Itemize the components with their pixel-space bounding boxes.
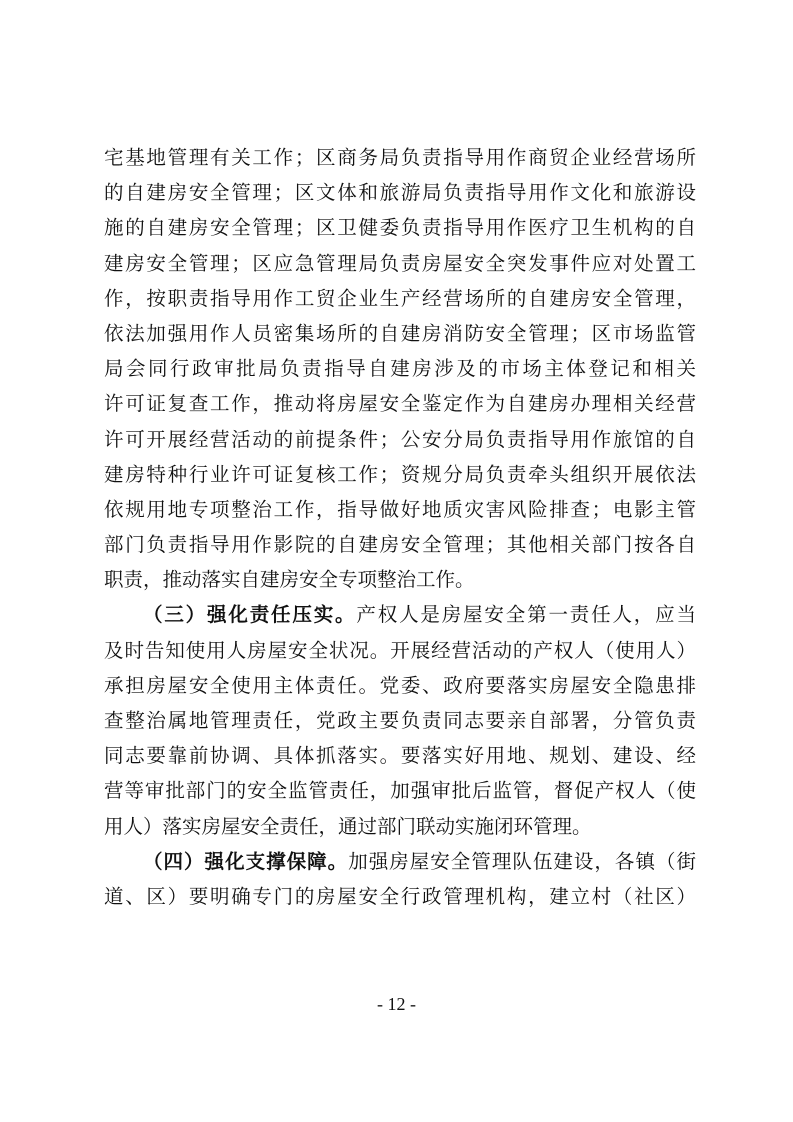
text-line: 建房特种行业许可证复核工作；资规分局负责牵头组织开展依法: [104, 462, 696, 486]
text-line: 部门负责指导用作影院的自建房安全管理；其他相关部门按各自: [104, 533, 696, 557]
section-4-first-line: [104, 844, 696, 879]
section-3-text: 产权人是房屋安全第一责任人，应当: [356, 603, 696, 627]
section-4-text: 加强房屋安全管理队伍建设，各镇（街: [348, 849, 696, 873]
text-line: 依规用地专项整治工作，指导做好地质灾害风险排查；电影主管: [104, 497, 696, 521]
text-line: 作，按职责指导用作工贸企业生产经营场所的自建房安全管理，: [104, 286, 696, 310]
text-line: 道、区）要明确专门的房屋安全行政管理机构，建立村（社区）: [104, 884, 696, 908]
text-line: 的自建房安全管理；区文体和旅游局负责指导用作文化和旅游设: [104, 181, 696, 205]
text-line: 营等审批部门的安全监管责任，加强审批后监管，督促产权人（使: [104, 779, 696, 803]
text-line: 职责，推动落实自建房安全专项整治工作。: [104, 568, 475, 592]
text-line: 许可证复查工作，推动将房屋安全鉴定作为自建房办理相关经营: [104, 392, 696, 416]
page-number: - 12 -: [377, 994, 416, 1014]
section-4-heading: （四）强化支撑保障。: [143, 849, 349, 873]
text-line: 及时告知使用人房屋安全状况。开展经营活动的产权人（使用人）: [104, 638, 696, 662]
text-line: 依法加强用作人员密集场所的自建房消防安全管理；区市场监管: [104, 321, 696, 345]
text-line: 局会同行政审批局负责指导自建房涉及的市场主体登记和相关: [104, 357, 696, 381]
text-line: 宅基地管理有关工作；区商务局负责指导用作商贸企业经营场所: [104, 146, 696, 169]
text-line: 许可开展经营活动的前提条件；公安分局负责指导用作旅馆的自: [104, 427, 696, 451]
text-line: 同志要靠前协调、具体抓落实。要落实好用地、规划、建设、经: [104, 744, 696, 768]
section-3-heading: （三）强化责任压实。: [143, 603, 357, 627]
text-line: 用人）落实房屋安全责任，通过部门联动实施闭环管理。: [104, 814, 592, 838]
text-line: 施的自建房安全管理；区卫健委负责指导用作医疗卫生机构的自: [104, 216, 696, 240]
text-line: 承担房屋安全使用主体责任。党委、政府要落实房屋安全隐患排: [104, 673, 696, 697]
section-3-first-line: [104, 597, 696, 632]
text-line: 查整治属地管理责任，党政主要负责同志要亲自部署，分管负责: [104, 709, 696, 732]
text-line: 建房安全管理；区应急管理局负责房屋安全突发事件应对处置工: [104, 251, 696, 275]
document-body: [104, 140, 696, 914]
